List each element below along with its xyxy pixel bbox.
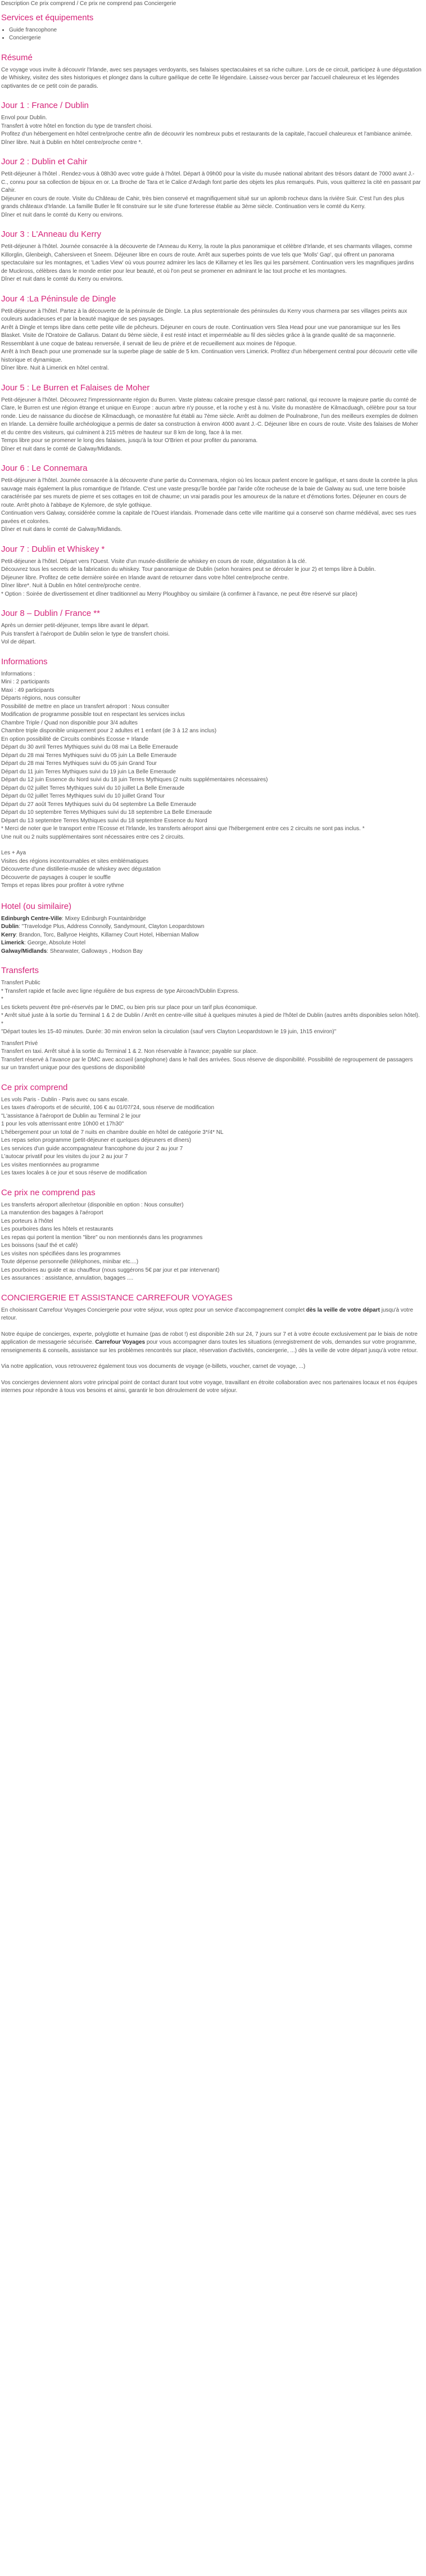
transfer-line: * Arrêt situé juste à la sortie du Terminal 1 & 2 de Dublin / Arrêt en centre-ville situé à quelques minutes à pied de l'hôtel de Dublin (autres arrêts disponibles selon hôtel). — [1, 1012, 420, 1019]
day-line: Petit-déjeuner à l'hôtel. Découvrez l'impressionnante région du Burren. Vaste plateau calcaire presque classé parc national, qui recouvre la majeure partie du comté de Clare, le Burren est une région étrange et unique en Europe : aucun arbre n'y pousse, et la roche y est à nu. Visite du monastère de Kilmacduagh, célèbre pour sa tour ronde. Lieu de naissance du diocèse de Kilmacduagh, ce monastère fut établi au 7ème siècle. Arrêt au dolmen de Poulnabrone, l'un des meilleurs exemples de dolmen en Irlande. La dernière fouille archéologique a permis de dater sa construction à environ 4000 avant J.-C. Déjeuner libre en cours de route. Visite des falaises de Moher et du centre des visiteurs, qui culminent à 215 mètres de hauteur sur 8 km de long, face à la mer. — [1, 397, 418, 436]
included-item: L'autocar privatif pour les visites du jour 2 au jour 7 — [1, 1154, 128, 1160]
comprend-list — [1, 1096, 422, 1178]
hotel-city: Edinburgh Centre-Ville — [1, 915, 62, 922]
info-line: * Merci de noter que le transport entre l'Ecosse et l'Irlande, les transferts aéroport ainsi que l'hébergement entre ces 2 circuits ne sont pas inclus. * — [1, 826, 365, 832]
included-item: Les taxes locales à ce jour et sous réserve de modification — [1, 1170, 147, 1176]
hotel-line — [1, 939, 422, 948]
day-line: Après un dernier petit-déjeuner, temps libre avant le départ. — [1, 623, 149, 629]
conciergerie-bold: Carrefour Voyages — [95, 1339, 146, 1345]
day-line: Arrêt à Inch Beach pour une promenade sur la superbe plage de sable de 5 km. Continuation vers Limerick. Profitez d'un hébergement central pour découvrir cette ville historique et dynamique. — [1, 349, 418, 363]
info-line: Départ du 02 juillet Terres Mythiques suivi du 10 juillet Grand Tour — [1, 793, 165, 799]
ne-comprend-title: Ce prix ne comprend pas — [1, 1187, 96, 1197]
day-title: Jour 3 : L'Anneau du Kerry — [1, 229, 101, 239]
info-line: Départ du 02 juillet Terres Mythiques suivi du 10 juillet La Belle Emeraude — [1, 785, 185, 791]
info-line: En option possibilité de Circuits combinés Ecosse + Irlande — [1, 736, 149, 742]
info-line: Départ du 10 septembre Terres Mythiques suivi du 18 septembre La Belle Emeraude — [1, 809, 212, 816]
resume-text: Ce voyage vous invite à découvrir l'Irlande, avec ses paysages verdoyants, ses falaises spectaculaires et sa riche culture. Lors de ce circuit, participez à une dégustation de Whiskey, visitez des sites historiques et plongez dans la culture gaélique de cette île légendaire. Laissez-vous bercer par l'accueil chaleureux et les légendes captivantes de ce petit coin de paradis. — [1, 66, 422, 89]
info-line: Mini : 2 participants — [1, 679, 50, 685]
info-line: Départ du 28 mai Terres Mythiques suivi du 05 juin Grand Tour — [1, 760, 157, 767]
hotel-names: : Shearwater, Galloways , Hodson Bay — [47, 948, 143, 954]
included-item: Les repas selon programme (petit-déjeuner et quelques déjeuners et dîners) — [1, 1137, 191, 1143]
conciergerie-paragraph-1 — [1, 1307, 422, 1323]
day-title: Jour 2 : Dublin et Cahir — [1, 157, 88, 166]
day-line: Dîner et nuit dans le comté de Galway/Midlands. — [1, 526, 123, 533]
day-line: Petit-déjeuner à l'hôtel. Partez à la découverte de la péninsule de Dingle. La plus septentrionale des péninsules du Kerry vous charmera par ses villages peints aux couleurs audacieuses et par la beauté magique de ses paysages. — [1, 308, 407, 322]
day-line: Profitez d'un hébergement en hôtel centre/proche centre afin de découvrir les nombreux pubs et restaurants de la capitale, l'accueil chaleureux et l'ambiance animée. — [1, 131, 413, 137]
conciergerie-text: En choisissant Carrefour Voyages Conciergerie pour votre séjour, vous optez pour un service d'accompagnement complet — [1, 1307, 306, 1313]
excluded-item: Les porteurs à l'hôtel — [1, 1218, 53, 1224]
informations-list — [1, 670, 422, 842]
transfer-line: Transfert Privé — [1, 1040, 38, 1047]
excluded-item: Les transferts aéroport aller/retour (disponible en option : Nous consulter) — [1, 1201, 184, 1208]
transfer-line: Transfert Public — [1, 980, 40, 986]
info-line: Départ du 13 septembre Terres Mythiques suivi du 18 septembre Essence du Nord — [1, 817, 207, 824]
day-line: Dîner et nuit dans le comté du Kerry ou environs. — [1, 211, 124, 218]
excluded-item: Toute dépense personnelle (téléphones, minibar etc....) — [1, 1259, 139, 1265]
day-line: Dîner libre*. Nuit à Dublin en hôtel centre/proche centre. — [1, 583, 141, 589]
info-line: Une nuit ou 2 nuits supplémentaires sont nécessaires entre ces 2 circuits. — [1, 834, 185, 840]
hotel-line — [1, 915, 422, 924]
day-line: Découvrez tous les secrets de la fabrication du whiskey. Tour panoramique de Dublin (selon horaires peut se dérouler le jour 2) et temps libre à Dublin. — [1, 566, 376, 573]
informations-title: Informations — [1, 656, 48, 666]
transfer-line: Transfert réservé à l'avance par le DMC avec accueil (anglophone) dans le hall des arrivées. Sous réserve de disponibilité. Possibilité de regroupement de passagers sur un transfert unique pour des questions de disponibilité — [1, 1056, 413, 1071]
hotel-city: Limerick — [1, 940, 25, 946]
resume-title: Résumé — [1, 52, 33, 62]
day-line: Dîner libre. Nuit à Dublin en hôtel centre/proche centre *. — [1, 139, 143, 146]
excluded-item: La manutention des bagages à l'aéroport — [1, 1210, 103, 1216]
day-line: Dîner et nuit dans le comté de Galway/Midlands. — [1, 445, 123, 452]
hotel-city: Galway/Midlands — [1, 948, 47, 954]
info-line: Maxi : 49 participants — [1, 687, 55, 693]
hotels-title: Hotel (ou similaire) — [1, 901, 72, 911]
conciergerie-text: pour vous accompagner dans toutes les situations (enregistrement de vols, demandes sur votre programme, renseignements & conseils, assistance sur les problèmes rencontrés sur place, réservation d'activités, conciergerie, ...) dès la veille de votre départ jusqu'à votre retour. — [1, 1339, 418, 1354]
comprend-title: Ce prix comprend — [1, 1082, 68, 1092]
day-line: Déjeuner en cours de route. Visite du Château de Cahir, très bien conservé et magnifiquement situé sur un aplomb rocheux dans la rivière Suir. C'est l'un des plus grands châteaux d'Irlande. La famille Butler le fit construire sur le site d'une forteresse établie au 3ème siècle. Continuation vers le comté du Kerry. — [1, 195, 405, 210]
conciergerie-paragraph-4: Vos concierges deviennent alors votre principal point de contact durant tout votre voyage, travaillant en étroite collaboration avec nos partenaires locaux et nos équipes internes pour répondre à tous vos besoins et ainsi, garantir le bon déroulement de votre séjour. — [1, 1379, 418, 1394]
day-line: Vol de départ. — [1, 639, 36, 645]
info-line: Chambre triple disponible uniquement pour 2 adultes et 1 enfant (de 3 à 12 ans inclus) — [1, 728, 217, 734]
included-item: 1 pour les vols atterrissant entre 10h00 et 17h30" — [1, 1121, 124, 1127]
conciergerie-text: jusqu'à votre retour. — [1, 1307, 414, 1321]
ne-comprend-list — [1, 1201, 422, 1283]
hotel-line — [1, 931, 422, 940]
day-description — [1, 558, 422, 599]
hotel-line — [1, 923, 422, 931]
highlight-line: Découverte d'une distillerie-musée de whiskey avec dégustation — [1, 866, 161, 872]
day-title: Jour 1 : France / Dublin — [1, 101, 89, 110]
day-description — [1, 170, 422, 219]
included-item: Les taxes d'aéroports et de sécurité, 106 € au 01/07/'24, sous réserve de modification — [1, 1105, 215, 1111]
hotel-line — [1, 948, 422, 956]
info-line: Possibilité de mettre en place un transfert aéroport : Nous consulter — [1, 703, 170, 710]
itinerary — [1, 101, 422, 647]
included-item: Les services d'un guide accompagnateur francophone du jour 2 au jour 7 — [1, 1145, 183, 1152]
day-description — [1, 114, 422, 147]
highlight-line: Visites des régions incontournables et sites emblématiques — [1, 858, 149, 864]
day-line: Dîner libre. Nuit à Limerick en hôtel central. — [1, 365, 109, 371]
services-list — [1, 26, 422, 43]
day-line: Transfert à votre hôtel en fonction du type de transfert choisi. — [1, 123, 153, 129]
conciergerie-paragraph-3: Via notre application, vous retrouverez également tous vos documents de voyage (e-billets, voucher, carnet de voyage, ...) — [1, 1363, 306, 1370]
transfer-line: Les tickets peuvent être pré-réservés par le DMC, ou bien pris sur place pour un tarif plus économique. — [1, 1004, 257, 1011]
service-item: • Conciergerie — [9, 34, 422, 43]
hotel-names: : Mixey Edinburgh Fountainbridge — [62, 915, 146, 922]
transferts-title: Transferts — [1, 966, 39, 975]
conciergerie-title: CONCIERGERIE ET ASSISTANCE CARREFOUR VOYAGES — [1, 1292, 233, 1303]
highlight-line: Découverte de paysages à couper le souffle — [1, 874, 111, 881]
hotel-names: : "Travelodge Plus, Address Connolly, Sandymount, Clayton Leopardstown — [19, 924, 205, 930]
day-line: Petit-déjeuner à l'hôtel . Rendez-vous à 08h30 avec votre guide à l'hôtel. Départ à 09h00 pour la visite du musée national abritant des trésors datant de 7000 avant J.-C., connu pour sa collection de bijoux en or. La Broche de Tara et le Calice d'Ardagh font partie des objets les plus remarqués. Puis, vous quitterez la cité en passant par Cahir. — [1, 171, 421, 193]
transferts-list — [1, 979, 422, 1073]
conciergerie-bold: dès la veille de votre départ — [306, 1307, 380, 1313]
info-line: Informations : — [1, 670, 35, 677]
day-title: Jour 4 :La Péninsule de Dingle — [1, 294, 116, 304]
hotel-names: : Brandon, Torc, Ballyroe Heights, Killarney Court Hotel, Hibernian Mallow — [16, 931, 199, 938]
day-title: Jour 7 : Dublin et Whiskey * — [1, 544, 105, 554]
info-line: Modification de programme possible tout en respectant les services inclus — [1, 711, 185, 718]
excluded-item: Les boissons (sauf thé et café) — [1, 1242, 78, 1249]
day-line: Arrêt à Dingle et temps libre dans cette petite ville de pêcheurs. Déjeuner en cours de route. Continuation vers Slea Head pour une vue panoramique sur les îles Blasket. Visite de l'Oratoire de Gallarus. Datant du 9ème siècle, il est resté intact et imperméable au fil des siècles grâce à la grande qualité de sa maçonnerie. Ressemblant à une coque de bateau renversée, il servait de lieu de prière et de recueillement aux moines de l'époque. — [1, 324, 401, 347]
day-title: Jour 8 – Dublin / France ** — [1, 609, 100, 618]
day-line: Dîner et nuit dans le comté du Kerry ou environs. — [1, 276, 124, 282]
day-line: Petit-déjeuner à l'hôtel. Journée consacrée à la découverte d'une partie du Connemara, région où les locaux parlent encore le gaélique, et sans doute la contrée la plus sauvage mais également la plus romantique de l'Irlande. C'est une vaste presqu'île bordée par l'aride côte rocheuse de la baie de Galway au sud, une terre boisée caractérisée par ses murets de pierre et ses cottages en toit de chaume; un vrai paradis pour les amoureux de la nature et d'émotions fortes. Déjeuner en cours de route. Arrêt photo à l'abbaye de Kylemore, de style gothique. — [1, 478, 418, 508]
day-line: Déjeuner libre. Profitez de cette dernière soirée en Irlande avant de retourner dans votre hôtel centre/proche centre. — [1, 574, 289, 581]
day-title: Jour 5 : Le Burren et Falaises de Moher — [1, 382, 150, 393]
service-item: • Guide francophone — [9, 26, 422, 35]
transfer-line: Transfert en taxi. Arrêt situé à la sortie du Terminal 1 & 2. Non réservable à l'avance; payable sur place. — [1, 1048, 258, 1055]
hotel-names: : George, Absolute Hotel — [24, 940, 86, 946]
excluded-item: Les visites non spécifiées dans les programmes — [1, 1250, 121, 1257]
included-item: L'hébergement pour un total de 7 nuits en chambre double en hôtel de catégorie 3*/4* NL — [1, 1129, 224, 1136]
transfer-line: * Transfert rapide et facile avec ligne régulière de bus express de type Aircoach/Dublin Express. — [1, 988, 239, 994]
highlights-list — [1, 849, 422, 890]
included-item: "L'assistance à l'aéroport de Dublin au Terminal 2 le jour — [1, 1113, 141, 1119]
day-line: Petit-déjeuner à l'hôtel. Départ vers l'Ouest. Visite d'un musée-distillerie de whiskey en cours de route, dégustation à la clé. — [1, 558, 307, 565]
transfer-line: * — [1, 1020, 3, 1027]
day-description — [1, 477, 422, 534]
day-line: * Option : Soirée de divertissement et dîner traditionnel au Merry Ploughboy ou similaire (à confirmer à l'avance, ne peut être réservé sur place) — [1, 591, 357, 597]
day-line: Envol pour Dublin. — [1, 115, 47, 121]
day-line: Puis transfert à l'aéroport de Dublin selon le type de transfert choisi. — [1, 631, 170, 637]
day-description — [1, 622, 422, 647]
info-line: Départ du 12 juin Essence du Nord suivi du 18 juin Terres Mythiques (2 nuits supplémentaires nécessaires) — [1, 777, 268, 783]
included-item: Les visites mentionnées au programme — [1, 1161, 99, 1168]
included-item: Les vols Paris - Dublin - Paris avec ou sans escale. — [1, 1096, 129, 1103]
day-title: Jour 6 : Le Connemara — [1, 463, 88, 473]
excluded-item: Les assurances : assistance, annulation, bagages .... — [1, 1275, 134, 1281]
info-line: Départ du 27 août Terres Mythiques suivi du 04 septembre La Belle Emeraude — [1, 801, 197, 808]
hotels-list — [1, 915, 422, 956]
info-line: Départs régions, nous consulter — [1, 695, 81, 701]
info-line: Chambre Triple / Quad non disponible pour 3/4 adultes — [1, 719, 138, 726]
info-line: Départ du 30 avril Terres Mythiques suivi du 08 mai La Belle Emeraude — [1, 744, 178, 750]
excluded-item: Les pourboires dans les hôtels et restaurants — [1, 1226, 114, 1232]
transfer-line: "Départ toutes les 15-40 minutes. Durée: 30 min environ selon la circulation (sauf vers Clayton Leopardstown le 19 juin, 1h15 environ)" — [1, 1029, 337, 1035]
conciergerie-paragraph-2 — [1, 1331, 422, 1355]
day-description — [1, 397, 422, 454]
hotel-city: Kerry — [1, 931, 16, 938]
info-line: Départ du 28 mai Terres Mythiques suivi du 05 juin La Belle Emeraude — [1, 752, 177, 759]
day-description — [1, 243, 422, 284]
highlight-line: Temps et repas libres pour profiter à votre rythme — [1, 882, 124, 889]
info-line: Départ du 11 juin Terres Mythiques suivi du 19 juin La Belle Emeraude — [1, 768, 176, 775]
day-line: Continuation vers Galway, considérée comme la capitale de l'Ouest irlandais. Promenade dans cette ville maritime qui a conservé son charme médiéval, avec ses rues pavées et colorées. — [1, 510, 416, 525]
day-line: Temps libre pour se promener le long des falaises, jusqu'à la tour O'Brien et pour profiter du panorama. — [1, 438, 258, 444]
excluded-item: Les repas qui portent la mention "libre" ou non mentionnés dans les programmes — [1, 1234, 203, 1241]
page-tabs-line: Description Ce prix comprend / Ce prix ne comprend pas Conciergerie — [1, 1, 176, 7]
conciergerie-text: Notre équipe de concierges, experte, polyglotte et humaine (pas de robot !) est disponible 24h sur 24, 7 jours sur 7 et à votre écoute exclusivement par le biais de notre application de messagerie sécurisée. — [1, 1331, 418, 1345]
day-description — [1, 308, 422, 373]
highlight-line: Les + Aya — [1, 850, 26, 856]
services-title: Services et équipements — [1, 12, 94, 22]
hotel-city: Dublin — [1, 924, 19, 930]
transfer-line: * — [1, 996, 3, 1002]
excluded-item: Les pourboires au guide et au chauffeur (nous suggérons 5€ par jour et par intervenant) — [1, 1267, 220, 1273]
day-line: Petit-déjeuner à l'hôtel. Journée consacrée à la découverte de l'Anneau du Kerry, la route la plus panoramique et célèbre d'Irlande, et ses charmants villages, comme Killorglin, Glenbeigh, Cahersiveen et Sneem. Déjeuner libre en cours de route. Arrêt aux superbes points de vue tels que 'Molls' Gap', qui offrent un panorama spectaculaire sur les montagnes, et 'Ladies View' où vous pourrez admirer les lacs de Killarney et les îles qui les parsèment. Continuation vers les magnifiques jardins de Muckross, célèbres dans le monde entier pour leur beauté, et où l'on peut se promener en admirant le lac tout proche et les montagnes. — [1, 244, 414, 274]
